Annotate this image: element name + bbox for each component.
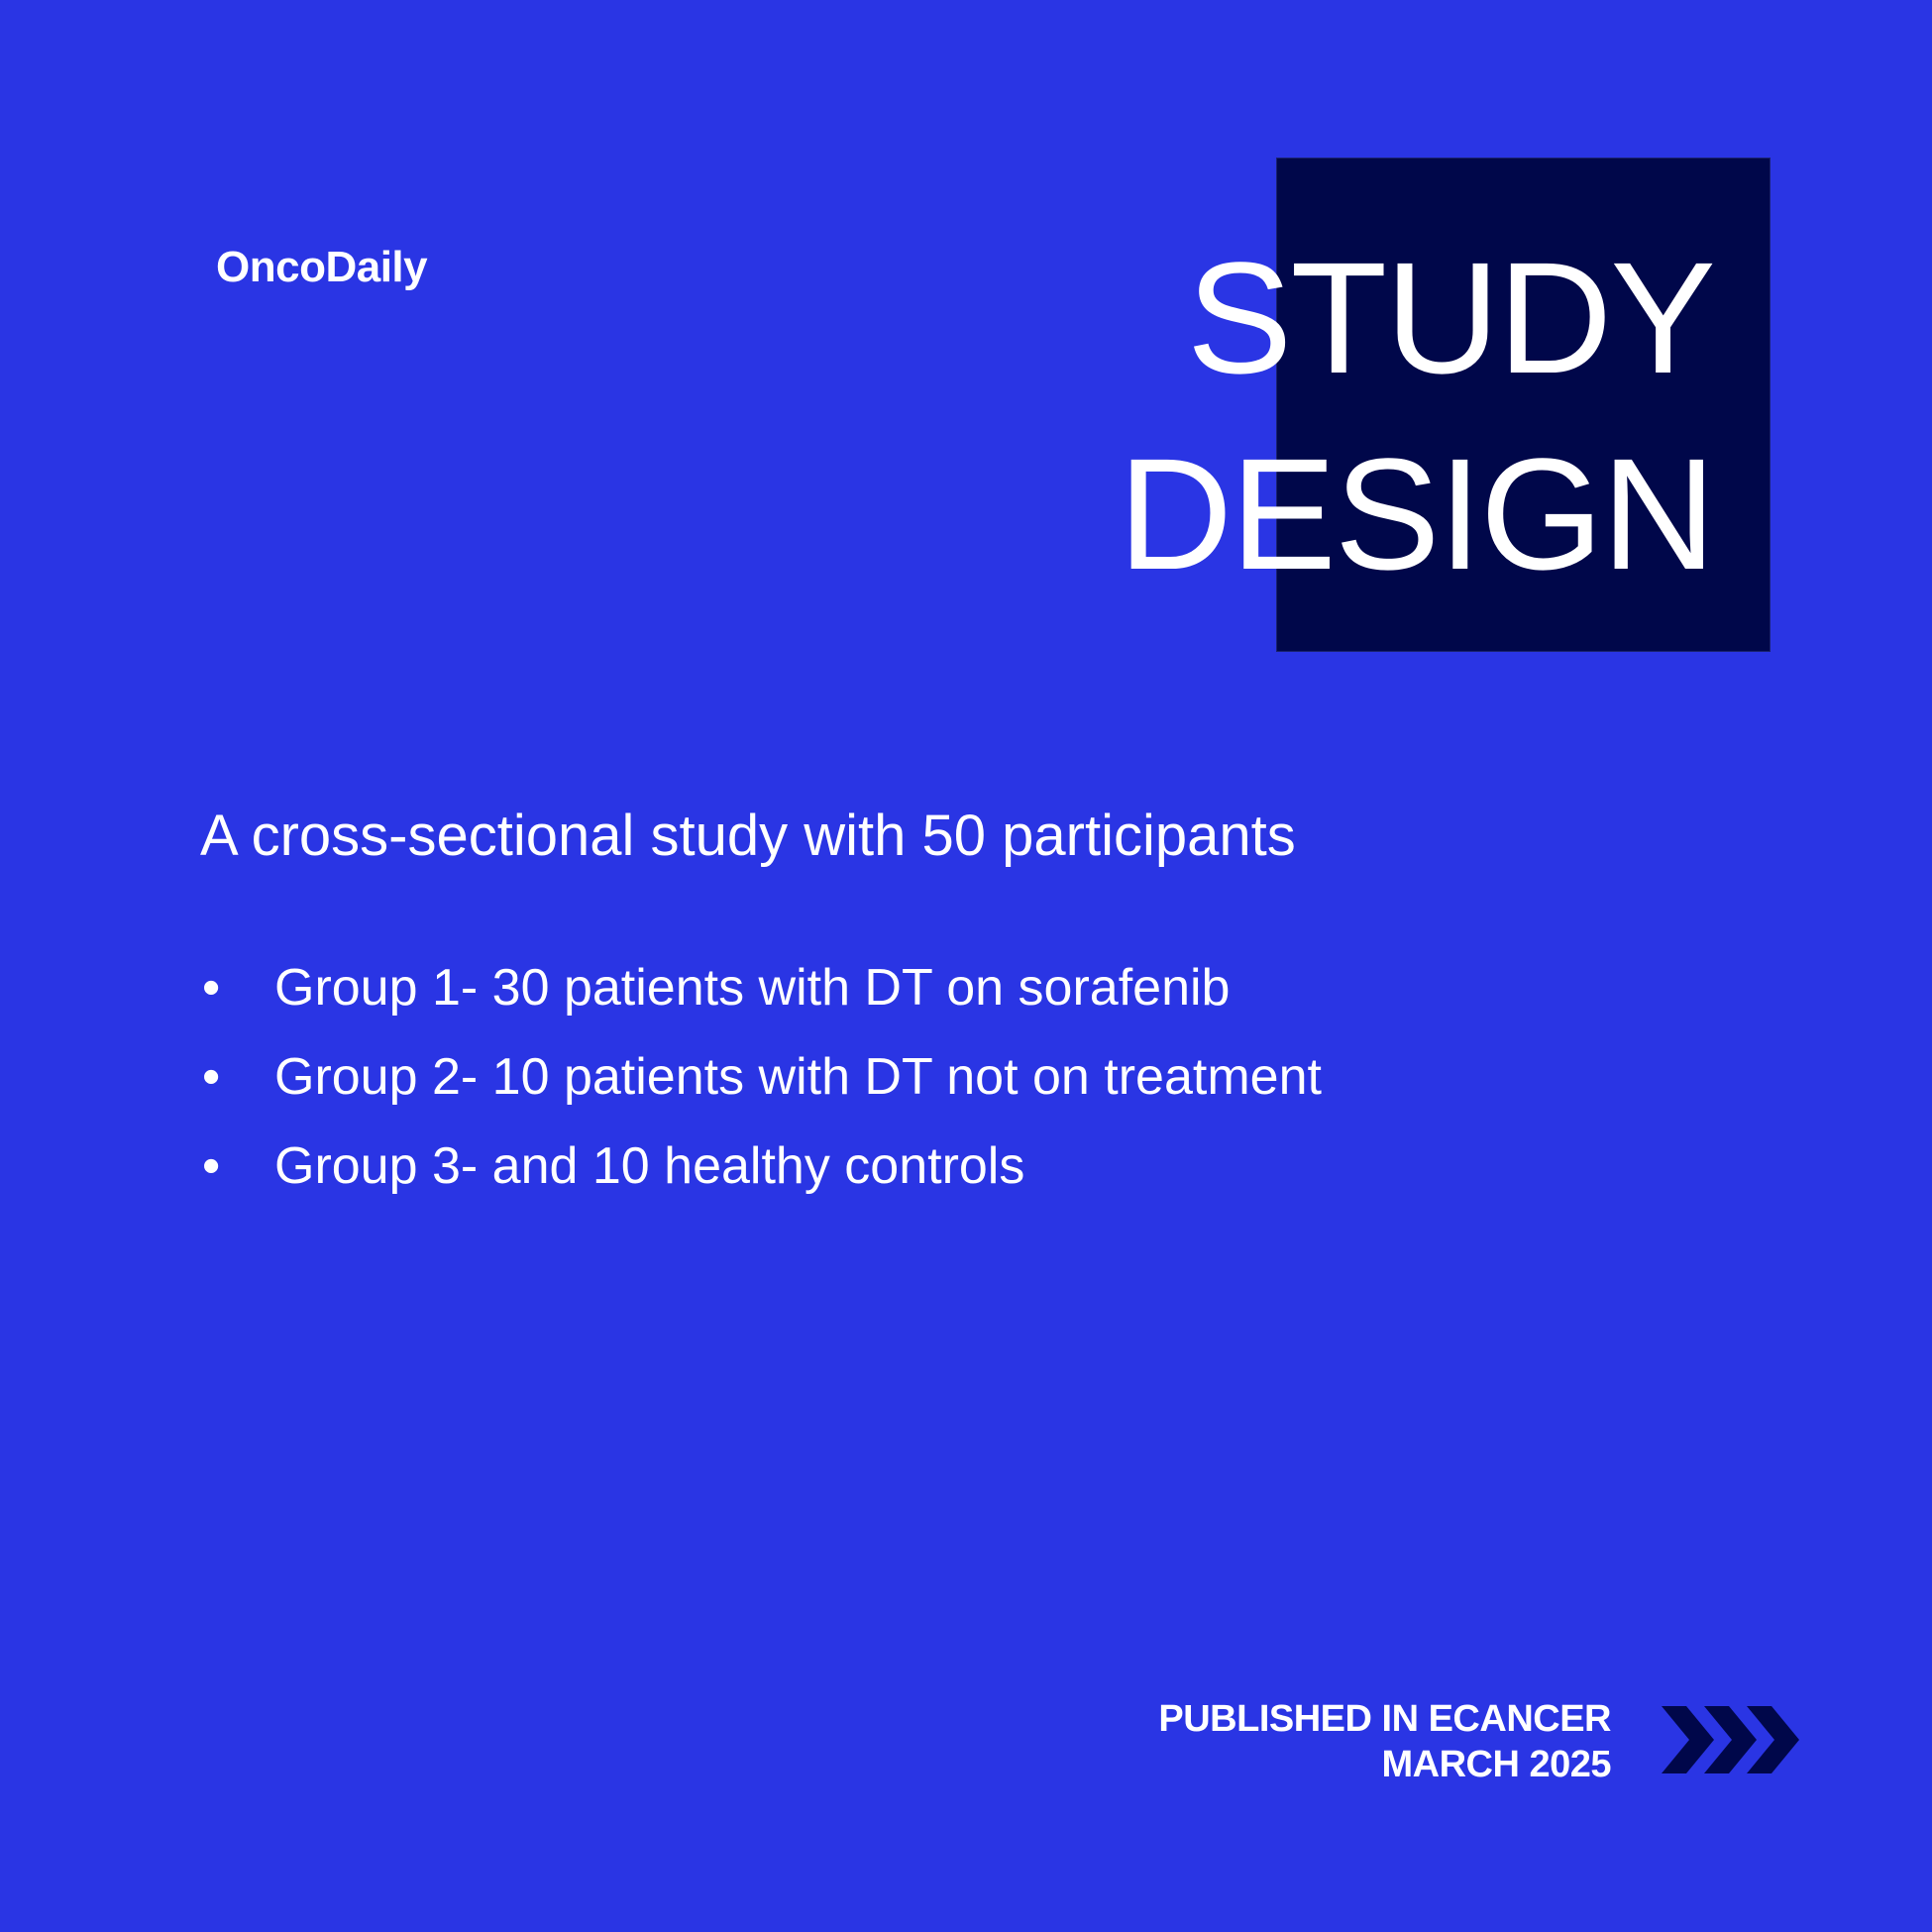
bullet-icon: • <box>202 1048 221 1106</box>
study-summary: A cross-sectional study with 50 participants <box>200 804 1296 868</box>
page-title <box>1119 220 1714 612</box>
list-item <box>198 1032 1322 1122</box>
brand-logo-text: OncoDaily <box>216 243 428 291</box>
list-item-text: Group 2- 10 patients with DT not on treatment <box>274 1048 1322 1106</box>
page-title-line-1: STUDY <box>1186 229 1714 406</box>
publication-info <box>1158 1696 1611 1787</box>
bullet-icon: • <box>202 959 221 1017</box>
publication-date: MARCH 2025 <box>1381 1744 1611 1785</box>
list-item <box>198 943 1322 1032</box>
group-list <box>198 943 1322 1211</box>
triple-chevron-right-icon[interactable] <box>1660 1702 1803 1777</box>
publication-source: PUBLISHED IN ECANCER <box>1158 1698 1611 1740</box>
list-item-text: Group 1- 30 patients with DT on sorafenib <box>274 959 1231 1017</box>
bullet-icon: • <box>202 1137 221 1195</box>
list-item <box>198 1122 1322 1211</box>
page-title-line-2: DESIGN <box>1118 425 1714 602</box>
list-item-text: Group 3- and 10 healthy controls <box>274 1137 1025 1195</box>
